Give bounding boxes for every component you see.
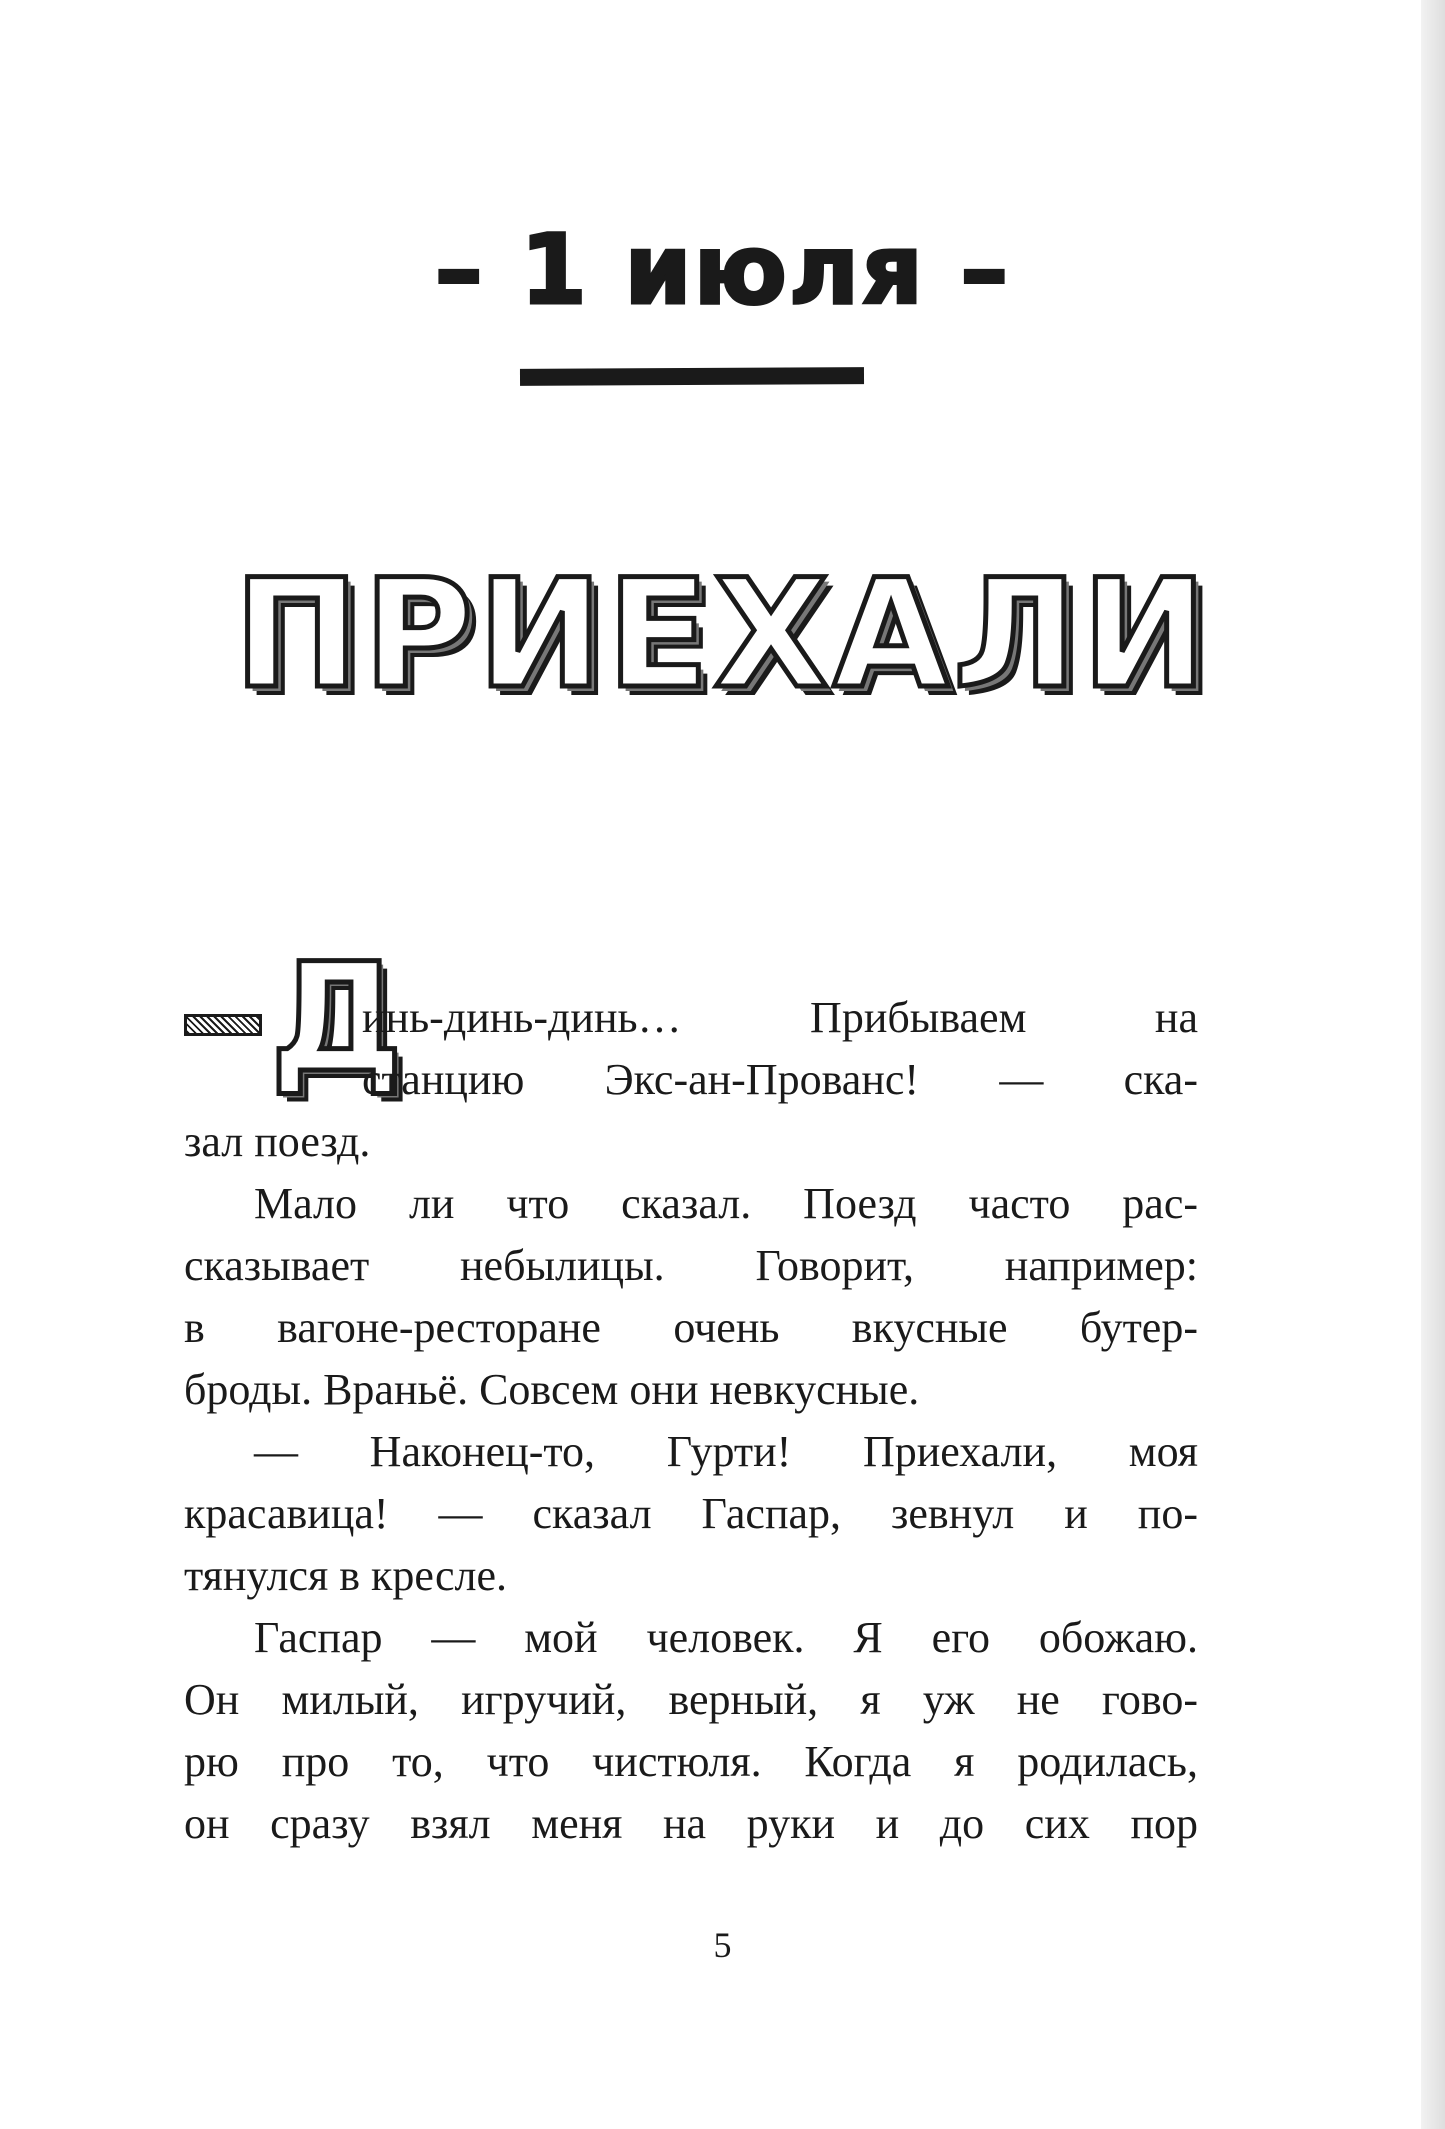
body-line: тянулся в кресле. (184, 1551, 508, 1600)
date-underline-rule (520, 367, 864, 386)
body-line: инь-динь-динь… Прибываем на (362, 993, 1198, 1042)
body-line: зал поезд. (184, 1117, 371, 1166)
page-number: 5 (713, 1925, 732, 1965)
body-line: Гаспар — мой человек. Я его обожаю. (254, 1613, 1198, 1662)
drop-cap-letter: Д (270, 932, 404, 1106)
body-line: в вагоне-ресторане очень вкусные бутер- (184, 1303, 1198, 1352)
body-line: Он милый, игручий, верный, я уж не гово- (184, 1675, 1198, 1724)
chapter-title: ПРИЕХАЛИ (233, 548, 1212, 722)
body-line: сказывает небылицы. Говорит, например: (184, 1241, 1198, 1290)
body-line: красавица! — сказал Гаспар, зевнул и по- (184, 1489, 1198, 1538)
chapter-date-heading: – 1 июля – (434, 214, 1011, 326)
drop-cap-dash (184, 1014, 262, 1036)
body-line: броды. Враньё. Совсем они невкусные. (184, 1365, 920, 1414)
body-line: станцию Экс-ан-Прованс! — ска- (362, 1055, 1198, 1104)
body-line: — Наконец-то, Гурти! Приехали, моя (254, 1427, 1198, 1476)
body-line: он сразу взял меня на руки и до сих пор (184, 1799, 1198, 1848)
body-line: Мало ли что сказал. Поезд часто рас- (254, 1179, 1198, 1228)
body-line: рю про то, что чистюля. Когда я родилась, (184, 1737, 1198, 1786)
